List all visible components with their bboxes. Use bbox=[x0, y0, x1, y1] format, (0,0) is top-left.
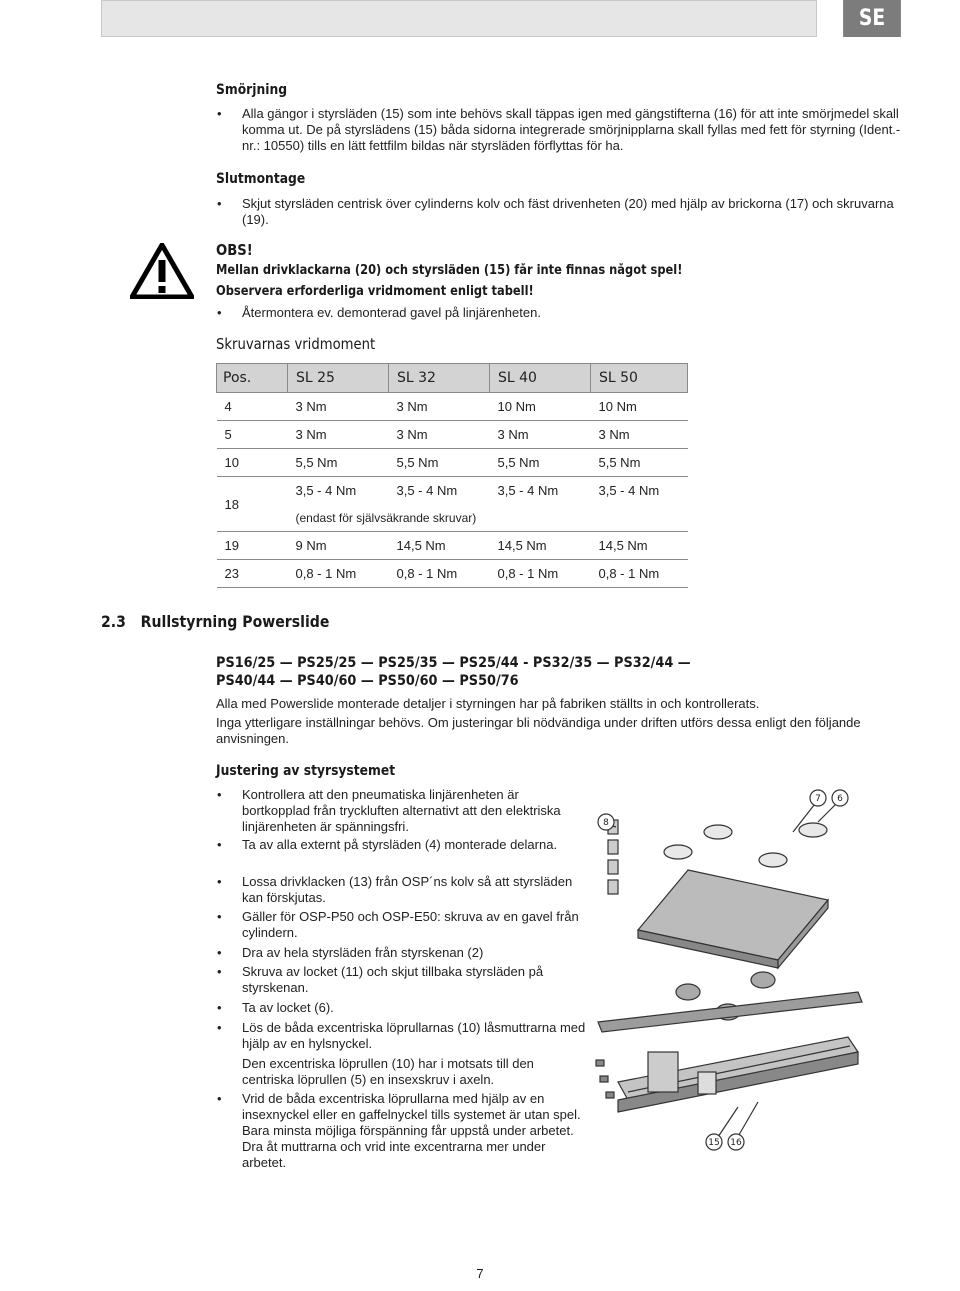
table-header-sl32: SL 32 bbox=[389, 364, 490, 393]
table-cell: 0,8 - 1 Nm bbox=[389, 560, 490, 588]
table-cell: 5,5 Nm bbox=[389, 449, 490, 477]
table-cell: 3 Nm bbox=[288, 421, 389, 449]
torque-table bbox=[216, 363, 688, 588]
table-header-pos: Pos. bbox=[217, 364, 288, 393]
table-cell: 3 Nm bbox=[591, 421, 688, 449]
table-cell: 9 Nm bbox=[288, 532, 389, 560]
model-list: PS16/25 — PS25/25 — PS25/35 — PS25/44 - PS32/35 — PS32/44 — PS40/44 — PS40/60 — PS50/60 — PS50/76 bbox=[216, 655, 691, 689]
table-header-sl40: SL 40 bbox=[490, 364, 591, 393]
table-cell: 10 bbox=[217, 449, 288, 477]
table-row bbox=[217, 393, 688, 421]
section-heading bbox=[101, 612, 329, 631]
table-row bbox=[217, 532, 688, 560]
table-cell: 5 bbox=[217, 421, 288, 449]
torque-table-title: Skruvarnas vridmoment bbox=[216, 335, 376, 353]
table-header-sl25: SL 25 bbox=[288, 364, 389, 393]
table-cell: 5,5 Nm bbox=[288, 449, 389, 477]
table-cell: 0,8 - 1 Nm bbox=[490, 560, 591, 588]
adjustment-step-6: • Skruva av locket (11) och skjut tillbaka styrsläden på styrskenan. bbox=[242, 964, 587, 996]
table-cell: 23 bbox=[217, 560, 288, 588]
table-cell: 3,5 - 4 Nm bbox=[295, 483, 357, 498]
obs-bullet: • Återmontera ev. demonterad gavel på linjärenheten. bbox=[242, 305, 842, 321]
obs-line-2: Observera erforderliga vridmoment enligt tabell! bbox=[216, 284, 534, 299]
table-cell: 3 Nm bbox=[389, 421, 490, 449]
table-header-row bbox=[217, 364, 688, 393]
adjustment-step-9: • Vrid de båda excentriska löprullarna med hjälp av en insexnyckel eller en gaffelnyckel tills systemet är utan spel. Bara minsta möjliga förspänning får uppstå under arbetet. Dra åt muttrarna och vrid inte excentrarna mer under arbetet. bbox=[242, 1091, 587, 1171]
adjustment-step-1: • Kontrollera att den pneumatiska linjärenheten är bortkopplad från tryckluften alternativt att den elektriska linjärenheten är spänningsfri. bbox=[242, 787, 587, 835]
section-title: Rullstyrning Powerslide bbox=[140, 612, 330, 631]
adjustment-step-5: • Dra av hela styrsläden från styrskenan (2) bbox=[242, 945, 587, 961]
final-assembly-bullet: • Skjut styrsläden centrisk över cylinderns kolv och fäst drivenheten (20) med hjälp av brickorna (17) och skruvarna (19). bbox=[242, 196, 904, 228]
table-note: (endast för självsäkrande skruvar) bbox=[288, 504, 688, 532]
obs-line-1: Mellan drivklackarna (20) och styrsläden (15) får inte finnas något spel! bbox=[216, 263, 683, 278]
table-cell: 10 Nm bbox=[490, 393, 591, 421]
obs-title: OBS! bbox=[216, 241, 253, 259]
table-cell: 3 Nm bbox=[288, 393, 389, 421]
table-cell: 10 Nm bbox=[591, 393, 688, 421]
table-row bbox=[217, 449, 688, 477]
adjustment-step-8: • Lös de båda excentriska löprullarnas (10) låsmuttrarna med hjälp av en hylsnyckel. bbox=[242, 1020, 587, 1052]
figure-label-7: 7 bbox=[815, 794, 821, 804]
adjustment-step-2: • Ta av alla externt på styrsläden (4) monterade delarna. bbox=[242, 837, 587, 853]
table-cell: 3,5 - 4 Nm bbox=[396, 483, 458, 498]
intro-paragraph-2: Inga ytterligare inställningar behövs. Om justeringar bli nödvändiga under driften utförs dessa enligt den följande anvisningen. bbox=[216, 715, 861, 746]
table-cell: 3 Nm bbox=[389, 393, 490, 421]
adjustment-title: Justering av styrsystemet bbox=[216, 763, 396, 779]
table-cell: 18 bbox=[217, 477, 288, 532]
table-cell: 14,5 Nm bbox=[490, 532, 591, 560]
section-title-final-assembly: Slutmontage bbox=[216, 171, 306, 187]
figure-label-16: 16 bbox=[730, 1138, 742, 1148]
table-header-sl50: SL 50 bbox=[591, 364, 688, 393]
adjustment-step-7: • Ta av locket (6). bbox=[242, 1000, 587, 1016]
table-cell: 19 bbox=[217, 532, 288, 560]
table-cell: 0,8 - 1 Nm bbox=[288, 560, 389, 588]
table-row bbox=[217, 421, 688, 449]
table-row bbox=[217, 560, 688, 588]
table-cell: 14,5 Nm bbox=[591, 532, 688, 560]
table-cell: 4 bbox=[217, 393, 288, 421]
table-cell: 0,8 - 1 Nm bbox=[591, 560, 688, 588]
section-number: 2.3 bbox=[101, 612, 126, 631]
table-cell: 3 Nm bbox=[490, 421, 591, 449]
exploded-view-diagram bbox=[588, 782, 872, 1154]
table-cell: 5,5 Nm bbox=[591, 449, 688, 477]
section-title-lubrication: Smörjning bbox=[216, 82, 288, 98]
intro-paragraph-1: Alla med Powerslide monterade detaljer i styrningen har på fabriken ställts in och kontrollerats. bbox=[216, 696, 760, 711]
page-number: 7 bbox=[476, 1266, 484, 1281]
table-cell: 3,5 - 4 Nm bbox=[598, 483, 660, 498]
warning-triangle-icon bbox=[130, 243, 194, 299]
lubrication-bullet: • Alla gängor i styrsläden (15) som inte behövs skall täppas igen med gängstifterna (16) för att inte smörjmedel skall komma ut. De på styrslädens (15) båda sidorna integrerade smörjnipplarna skall fyllas med fett för styrning (Ident.-nr.: 10550) tills en lätt fettfilm bildas när styrsläden förflyttas för ha. bbox=[242, 106, 904, 154]
table-row bbox=[217, 504, 688, 532]
table-cell: 5,5 Nm bbox=[490, 449, 591, 477]
adjustment-step-4: • Gäller för OSP-P50 och OSP-E50: skruva av en gavel från cylindern. bbox=[242, 909, 587, 941]
figure-label-8: 8 bbox=[603, 818, 609, 828]
table-row bbox=[217, 477, 688, 505]
table-cell: 3,5 - 4 Nm bbox=[497, 483, 559, 498]
figure-label-15: 15 bbox=[708, 1138, 720, 1148]
language-badge: SE bbox=[843, 0, 901, 37]
figure-label-6: 6 bbox=[837, 794, 843, 804]
adjustment-step-3: • Lossa drivklacken (13) från OSP´ns kolv så att styrsläden kan förskjutas. bbox=[242, 874, 587, 906]
table-cell: 14,5 Nm bbox=[389, 532, 490, 560]
adjustment-step-8-note: Den excentriska löprullen (10) har i motsats till den centriska löprullen (5) en insexskruv i axeln. bbox=[242, 1056, 534, 1087]
header-bar bbox=[101, 0, 817, 37]
